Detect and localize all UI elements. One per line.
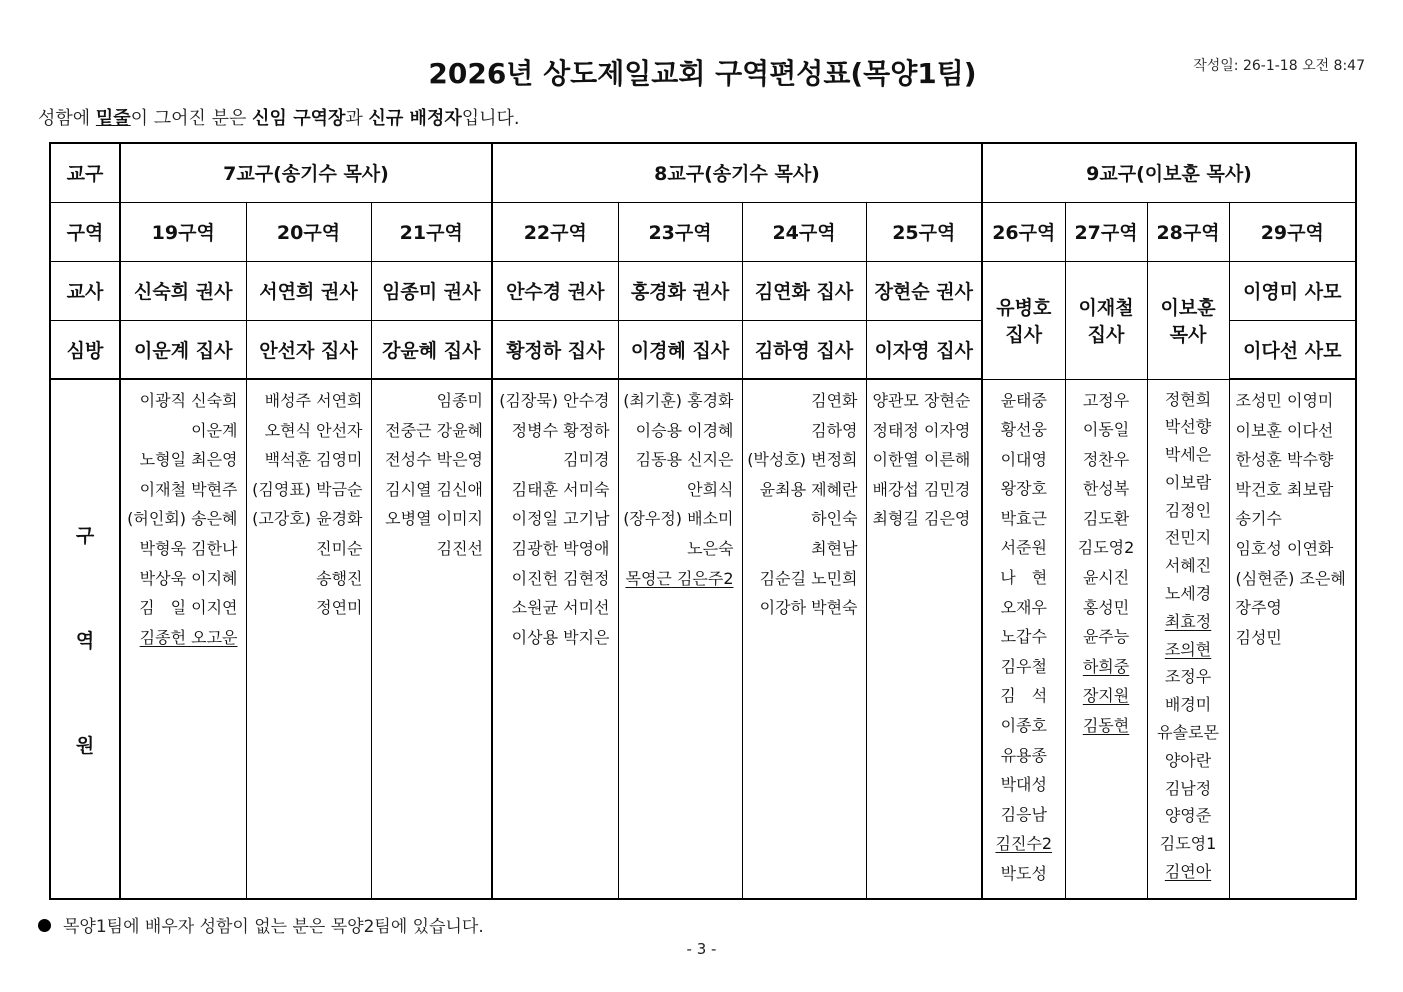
district-8: 8교구(송기수 목사) (492, 143, 982, 202)
member-name: 박효근 (1000, 508, 1047, 528)
member-name: 조의현 (1164, 639, 1212, 659)
member-pair: 김태훈 서미숙 (511, 479, 610, 499)
member-name: 한성복 (1082, 479, 1130, 499)
leader-27 (1065, 261, 1147, 379)
member-pair: 김미경 (563, 450, 610, 470)
member-pair: 김하영 (811, 420, 858, 440)
member-name: 김남정 (1164, 778, 1212, 798)
member-pair: 이보훈 이다선 (1235, 420, 1334, 440)
member-pair: 배성주 서연희 (264, 391, 363, 410)
teacher-25: 장현순 권사 (866, 261, 982, 320)
leader-name: 이재철 (1078, 297, 1134, 319)
member-pair: 임종미 (436, 391, 484, 410)
member-pair: 송기수 (1235, 509, 1282, 529)
visitation-23: 이경혜 집사 (618, 320, 742, 379)
member-name: 김응남 (1000, 804, 1047, 824)
visitation-20: 안선자 집사 (246, 320, 371, 379)
member-pair: (장우정) 배소미 (623, 509, 734, 529)
members-24 (742, 379, 866, 899)
member-pair: 송행진 (316, 568, 363, 588)
members-26 (982, 379, 1065, 899)
member-name: 김정인 (1164, 500, 1212, 520)
member-pair: 김진선 (436, 538, 484, 558)
zone-20: 20구역 (246, 202, 371, 261)
members-28 (1147, 379, 1229, 899)
footnote (38, 912, 484, 937)
member-pair: (김영표) 박금순 (252, 479, 363, 499)
member-pair: 김연화 (811, 391, 858, 410)
zone-19: 19구역 (120, 202, 246, 261)
member-name: 유솔로몬 (1157, 723, 1219, 743)
member-pair: 김 일 이지연 (139, 598, 238, 618)
leader-name: 유병호 (996, 297, 1052, 319)
row-label-visitation: 심방 (50, 320, 120, 379)
member-pair: (박성호) 변정희 (747, 450, 858, 470)
member-pair: 한성훈 박수향 (1235, 450, 1334, 470)
member-name: 김도환 (1082, 508, 1130, 528)
member-name: 김 석 (1000, 686, 1048, 706)
zone-28: 28구역 (1147, 202, 1229, 261)
member-pair: 노은숙 (687, 538, 734, 558)
notice-text: 이 그어진 분은 (130, 108, 253, 129)
member-pair: 오병열 이미지 (385, 509, 484, 529)
district-row (50, 143, 1356, 202)
member-pair: 전중근 강윤혜 (385, 420, 484, 440)
member-name: 윤주능 (1082, 627, 1130, 647)
members-label-char: 역 (75, 629, 95, 652)
members-19 (120, 379, 246, 899)
member-name: 서준원 (1000, 538, 1047, 558)
member-name: 배경미 (1164, 695, 1212, 715)
teacher-row (50, 261, 1356, 320)
member-pair: 오현식 안선자 (264, 420, 363, 440)
members-29 (1229, 379, 1356, 899)
zone-22: 22구역 (492, 202, 618, 261)
members-label-char: 원 (75, 734, 95, 757)
member-name: 김연아 (1164, 862, 1212, 882)
member-name: 이보람 (1164, 472, 1212, 492)
member-pair: 이강하 박현숙 (759, 598, 858, 618)
visitation-19: 이운계 집사 (120, 320, 246, 379)
visitation-22: 황정하 집사 (492, 320, 618, 379)
member-name: 홍성민 (1082, 597, 1130, 617)
member-pair: (허인회) 송은혜 (127, 509, 238, 529)
member-pair: 양관모 장현순 (872, 391, 971, 410)
members-27 (1065, 379, 1147, 899)
member-name: 박선향 (1164, 417, 1212, 437)
member-pair: 이상용 박지은 (511, 627, 610, 647)
member-pair: 전성수 박은영 (385, 450, 484, 470)
teacher-23: 홍경화 권사 (618, 261, 742, 320)
member-pair: 조성민 이영미 (1235, 391, 1334, 410)
notice-underline-word: 밑줄 (95, 108, 131, 129)
underline-notice (38, 104, 520, 130)
row-label-members (50, 379, 120, 899)
member-name: 김동현 (1082, 716, 1130, 736)
teacher-22: 안수경 권사 (492, 261, 618, 320)
member-name: 이대영 (1000, 449, 1047, 469)
visitation-21: 강윤혜 집사 (371, 320, 492, 379)
member-pair: 박상욱 이지혜 (139, 568, 238, 588)
member-pair: 노형일 최은영 (139, 450, 238, 470)
member-name: 고정우 (1082, 390, 1130, 410)
member-pair: 김동용 신지은 (635, 450, 734, 470)
member-name: 조정우 (1164, 667, 1212, 687)
members-20 (246, 379, 371, 899)
member-name: 양아란 (1164, 750, 1212, 770)
member-pair: 정병수 황정하 (511, 420, 610, 440)
row-label-district: 교구 (50, 143, 120, 202)
leader-name: 이보훈 (1160, 297, 1216, 319)
member-name: 윤태중 (1000, 390, 1047, 410)
member-name: 박대성 (1000, 775, 1047, 795)
member-name: 김도영2 (1077, 538, 1135, 558)
footnote-text: 목양1팀에 배우자 성함이 없는 분은 목양2팀에 있습니다. (63, 917, 484, 937)
member-name: 박도성 (1000, 864, 1047, 883)
leader-26 (982, 261, 1065, 379)
zone-26: 26구역 (982, 202, 1065, 261)
member-pair: 최현남 (811, 538, 858, 558)
members-label-char: 구 (75, 524, 95, 547)
member-name: 유용종 (1000, 745, 1047, 765)
member-name: 전민지 (1164, 528, 1212, 548)
zone-24: 24구역 (742, 202, 866, 261)
zone-21: 21구역 (371, 202, 492, 261)
member-name: 양영준 (1164, 806, 1212, 826)
teacher-24: 김연화 집사 (742, 261, 866, 320)
member-name: 오재우 (1000, 597, 1047, 617)
member-name: 김도영1 (1159, 834, 1217, 854)
member-pair: 정연미 (316, 598, 363, 618)
bullet-icon (38, 919, 51, 932)
member-pair: 배강섭 김민경 (872, 479, 971, 499)
visitation-25: 이자영 집사 (866, 320, 982, 379)
district-7: 7교구(송기수 목사) (120, 143, 492, 202)
member-pair: 김순길 노민희 (759, 568, 858, 588)
member-pair: 소원균 서미선 (511, 598, 610, 618)
member-name: 노갑수 (1000, 627, 1047, 647)
leader-title: 목사 (1169, 324, 1207, 346)
member-pair: (고강호) 윤경화 (252, 509, 363, 529)
teacher-29: 이영미 사모 (1229, 261, 1356, 320)
member-pair: 진미순 (316, 538, 363, 558)
member-pair: 윤최용 제혜란 (759, 479, 858, 499)
member-pair: 이승용 이경혜 (635, 420, 734, 440)
member-pair: 목영근 김은주2 (625, 568, 734, 588)
zone-assignment-table (49, 142, 1357, 900)
page-number: - 3 - (686, 940, 717, 958)
teacher-21: 임종미 권사 (371, 261, 492, 320)
notice-new-leader: 신임 구역장 (252, 108, 346, 129)
member-name: 김우철 (1000, 656, 1047, 676)
created-date: 작성일: 26-1-18 오전 8:47 (1193, 58, 1365, 74)
district-9: 9교구(이보훈 목사) (982, 143, 1356, 202)
member-pair: 이정일 고기남 (511, 509, 610, 529)
member-pair: 백석훈 김영미 (264, 450, 363, 470)
member-name: 왕장호 (1000, 479, 1047, 499)
zone-row (50, 202, 1356, 261)
member-name: 정현희 (1164, 389, 1212, 409)
row-label-teacher: 교사 (50, 261, 120, 320)
member-name: 이동일 (1082, 420, 1130, 440)
page-title: 2026년 상도제일교회 구역편성표(목양1팀) (428, 57, 977, 90)
member-name: 서혜진 (1164, 556, 1212, 576)
member-pair: 이진헌 김현정 (511, 568, 610, 588)
leader-title: 집사 (1087, 324, 1125, 346)
member-pair: 김성민 (1235, 627, 1282, 647)
teacher-20: 서연희 권사 (246, 261, 371, 320)
member-pair: 하인숙 (811, 509, 858, 529)
members-25 (866, 379, 982, 899)
member-name: 하희중 (1082, 656, 1130, 676)
members-row (50, 379, 1356, 899)
member-name: 노세경 (1164, 584, 1212, 604)
notice-text: 입니다. (461, 108, 520, 129)
member-name: 장지원 (1082, 686, 1130, 706)
member-pair: 이재철 박현주 (139, 479, 238, 499)
member-pair: 박건호 최보람 (1235, 479, 1334, 499)
member-pair: 박형욱 김한나 (139, 538, 238, 558)
member-pair: 이운계 (191, 420, 238, 440)
member-name: 윤시진 (1082, 568, 1130, 588)
member-name: 황선웅 (1000, 420, 1047, 440)
visitation-29: 이다선 사모 (1229, 320, 1356, 379)
member-pair: 임호성 이연화 (1235, 538, 1334, 558)
notice-text: 과 (345, 108, 369, 129)
zone-23: 23구역 (618, 202, 742, 261)
member-pair: (최기훈) 홍경화 (623, 391, 734, 410)
members-21 (371, 379, 492, 899)
member-name: 나 현 (1000, 568, 1048, 588)
notice-text: 성함에 (38, 108, 96, 129)
member-pair: 김시열 김신애 (385, 479, 484, 499)
member-pair: (심현준) 조은혜 (1235, 568, 1346, 588)
zone-27: 27구역 (1065, 202, 1147, 261)
member-pair: 김종헌 오고운 (139, 627, 238, 647)
member-pair: 안희식 (687, 479, 734, 499)
member-name: 김진수2 (995, 834, 1053, 854)
leader-28 (1147, 261, 1229, 379)
member-name: 최효정 (1164, 611, 1212, 631)
member-name: 정찬우 (1082, 449, 1130, 469)
teacher-19: 신숙희 권사 (120, 261, 246, 320)
member-pair: 이한열 이른해 (872, 450, 971, 470)
member-pair: 최형길 김은영 (872, 509, 971, 529)
visitation-24: 김하영 집사 (742, 320, 866, 379)
member-pair: (김장묵) 안수경 (499, 391, 610, 410)
member-pair: 이광직 신숙희 (139, 391, 238, 410)
member-pair: 장주영 (1235, 598, 1282, 618)
members-23 (618, 379, 742, 899)
member-pair: 정태정 이자영 (872, 420, 971, 440)
notice-new-member: 신규 배정자 (368, 108, 462, 129)
leader-title: 집사 (1005, 324, 1043, 346)
zone-25: 25구역 (866, 202, 982, 261)
member-name: 이종호 (1000, 716, 1047, 736)
member-pair: 김광한 박영애 (511, 538, 610, 558)
row-label-zone: 구역 (50, 202, 120, 261)
zone-29: 29구역 (1229, 202, 1356, 261)
member-name: 박세은 (1164, 445, 1212, 465)
members-22 (492, 379, 618, 899)
